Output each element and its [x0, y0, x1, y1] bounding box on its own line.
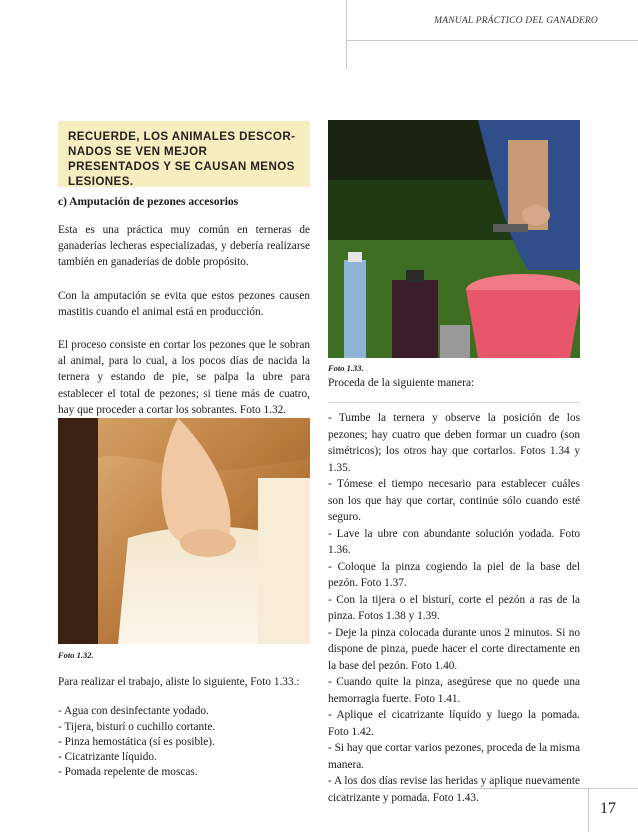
procedure-step: - Coloque la pinza cogiendo la piel de la base del pezón. Foto 1.37. [328, 560, 580, 589]
procedure-step: - A los dos días revise las heridas y aplique nuevamente cicatrizante y pomada. Foto 1.43. [328, 775, 580, 804]
header-rule [346, 40, 638, 41]
reminder-callout [58, 121, 310, 187]
list-item: - Tijera, bisturí o cuchillo cortante. [58, 720, 216, 733]
procedure-step: - Deje la pinza colocada durante unos 2 minutos. Si no dispone de pinza, puede hacer el corte directamente en la base del pezón. Foto 1.40. [328, 626, 580, 672]
divider [328, 402, 580, 403]
materials-intro: Para realizar el trabajo, aliste lo siguiente, Foto 1.33.: [58, 676, 300, 688]
left-column [58, 192, 310, 418]
paragraph: El proceso consiste en cortar los pezones que le sobran al animal, para lo cual, a los pocos días de nacida la ternera y estando de pie, se palpa la ubre para establecer el total de pezones; si tiene más de cuatro, hay que proceder a cortar los sobrantes. Foto 1.32. [58, 339, 310, 416]
paragraph: Con la amputación se evita que estos pezones causen mastitis cuando el animal está en producción. [58, 289, 310, 318]
procedure-steps [328, 410, 580, 806]
callout-text: RECUERDE, LOS ANIMALES DESCOR-NADOS SE VEN MEJOR PRESENTADOS Y SE CAUSAN MENOS LESIONES. [68, 130, 296, 188]
procedure-step: - Tumbe la ternera y observe la posición de los pezones; hay cuatro que deben formar un cuadro (son simétricos); los otros hay que cortarlos. Fotos 1.34 y 1.35. [328, 412, 580, 474]
paragraph: Esta es una práctica muy común en terneras de ganaderías lecheras especializadas, y debería realizarse también en ganaderías de doble propósito. [58, 224, 310, 269]
procedure-step: - Cuando quite la pinza, asegúrese que no quede una hemorragia fuerte. Foto 1.41. [328, 676, 580, 705]
running-header: MANUAL PRÁCTICO DEL GANADERO [434, 16, 598, 26]
procedure-step: - Tómese el tiempo necesario para establecer cuáles son los que hay que cortar, continúe sólo cuando esté seguro. [328, 478, 580, 523]
section-heading: c) Amputación de pezones accesorios [58, 196, 239, 208]
list-item: - Pomada repelente de moscas. [58, 766, 198, 779]
photo-caption: Foto 1.32. [58, 650, 94, 660]
page-number: 17 [600, 800, 616, 817]
procedure-step: - Si hay que cortar varios pezones, proceda de la misma manera. [328, 742, 580, 771]
footer-rule [346, 788, 638, 789]
procedure-step: - Aplique el cicatrizante líquido y luego la pomada. Foto 1.42. [328, 709, 580, 738]
list-item: - Agua con desinfectante yodado. [58, 705, 209, 718]
right-column [328, 376, 580, 806]
list-item: - Pinza hemostática (sí es posible). [58, 735, 215, 748]
photo-caption: Foto 1.33. [328, 363, 364, 373]
materials-section [58, 674, 310, 781]
header-rule-vertical [346, 0, 347, 70]
procedure-step: - Lave la ubre con abundante solución yodada. Foto 1.36. [328, 527, 580, 556]
procedure-intro: Proceda de la siguiente manera: [328, 377, 475, 389]
procedure-step: - Con la tijera o el bisturí, corte el pezón a ras de la pinza. Fotos 1.38 y 1.39. [328, 593, 580, 622]
photo-materials [328, 120, 580, 358]
list-item: - Cicatrizante líquido. [58, 751, 157, 764]
footer-rule-vertical [588, 788, 589, 832]
photo-udder-palpation [58, 418, 310, 644]
materials-list [58, 704, 310, 780]
